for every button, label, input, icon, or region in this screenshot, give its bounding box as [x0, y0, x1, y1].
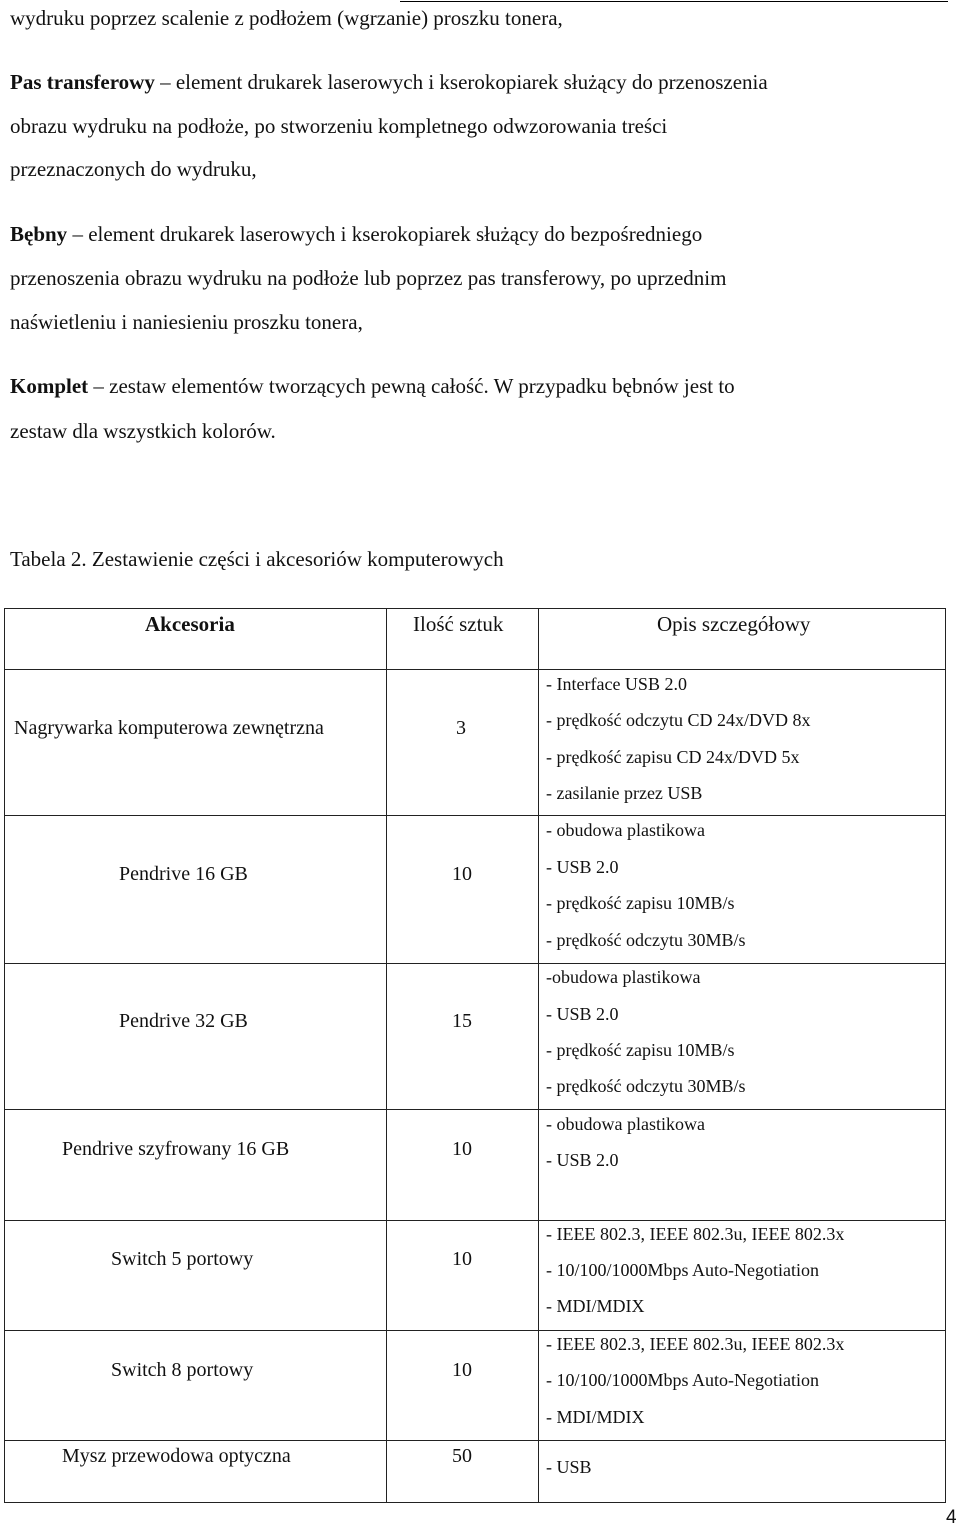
table-header-akcesoria: Akcesoria [145, 612, 235, 636]
table-rule [538, 608, 539, 1502]
table-cell-qty: 50 [452, 1445, 472, 1467]
table-cell-desc-line: - prędkość zapisu CD 24x/DVD 5x [546, 747, 800, 767]
text-line: wydruku poprzez scalenie z podłożem (wgrzanie) proszku tonera, [10, 6, 563, 30]
table-cell-name: Pendrive 16 GB [119, 863, 248, 885]
term: Komplet [10, 374, 89, 398]
table-rule [386, 608, 387, 1502]
table-cell-desc-line: -obudowa plastikowa [546, 967, 701, 987]
table-cell-desc-line: - obudowa plastikowa [546, 1114, 705, 1134]
table-header-ilosc: Ilość sztuk [413, 612, 504, 636]
table-cell-desc-line: - prędkość zapisu 10MB/s [546, 893, 735, 913]
table-cell-desc-line: - prędkość odczytu CD 24x/DVD 8x [546, 710, 811, 730]
table-cell-name: Mysz przewodowa optyczna [62, 1445, 291, 1467]
table-header-opis: Opis szczegółowy [657, 612, 811, 636]
table-cell-desc-line: - prędkość odczytu 30MB/s [546, 930, 746, 950]
table-cell-desc-line: - obudowa plastikowa [546, 820, 705, 840]
top-rule [400, 1, 948, 2]
table-rule [4, 669, 946, 670]
table-cell-name: Switch 5 portowy [111, 1248, 254, 1270]
table-cell-qty: 3 [456, 717, 466, 739]
table-cell-qty: 10 [452, 1138, 472, 1160]
table-cell-name: Pendrive szyfrowany 16 GB [62, 1138, 290, 1160]
table-rule [4, 1109, 946, 1110]
table-cell-desc-line: - IEEE 802.3, IEEE 802.3u, IEEE 802.3x [546, 1334, 845, 1354]
table-rule [4, 1330, 946, 1331]
table-rule [945, 608, 946, 1502]
table-cell-qty: 10 [452, 1359, 472, 1381]
table-cell-name: Pendrive 32 GB [119, 1010, 248, 1032]
definition-pas-transferowy: Pas transferowy – element drukarek laserowych i kserokopiarek służący do przenoszenia [10, 70, 768, 94]
table-cell-desc-line: - zasilanie przez USB [546, 783, 703, 803]
text-line: obrazu wydruku na podłoże, po stworzeniu kompletnego odwzorowania treści [10, 114, 668, 138]
table-cell-desc-line: - USB 2.0 [546, 1004, 619, 1024]
table-rule [4, 1440, 946, 1441]
table-rule [4, 1502, 946, 1503]
table-cell-name: Nagrywarka komputerowa zewnętrzna [14, 717, 324, 739]
table-cell-desc-line: - MDI/MDIX [546, 1296, 645, 1316]
table-rule [4, 608, 5, 1502]
table-cell-name: Switch 8 portowy [111, 1359, 254, 1381]
table-cell-desc-line: - 10/100/1000Mbps Auto-Negotiation [546, 1370, 819, 1390]
table-rule [4, 963, 946, 964]
table-cell-desc-line: - prędkość zapisu 10MB/s [546, 1040, 735, 1060]
table-cell-qty: 10 [452, 1248, 472, 1270]
text-line: zestaw dla wszystkich kolorów. [10, 419, 276, 443]
table-cell-desc-line: - USB [546, 1457, 592, 1477]
text-line: naświetleniu i naniesieniu proszku tonera, [10, 310, 363, 334]
term: Pas transferowy [10, 70, 155, 94]
table-cell-desc-line: - Interface USB 2.0 [546, 674, 687, 694]
table-cell-desc-line: - prędkość odczytu 30MB/s [546, 1076, 746, 1096]
term: Bębny [10, 222, 68, 246]
table-cell-desc-line: - USB 2.0 [546, 857, 619, 877]
table-cell-qty: 10 [452, 863, 472, 885]
definition-komplet: Komplet – zestaw elementów tworzących pewną całość. W przypadku bębnów jest to [10, 374, 735, 398]
page-number: 4 [946, 1507, 957, 1528]
text-line: przeznaczonych do wydruku, [10, 157, 257, 181]
definition-bebny: Bębny – element drukarek laserowych i kserokopiarek służący do bezpośredniego [10, 222, 703, 246]
table-cell-desc-line: - 10/100/1000Mbps Auto-Negotiation [546, 1260, 819, 1280]
table-cell-qty: 15 [452, 1010, 472, 1032]
table-rule [4, 608, 946, 609]
table-rule [4, 815, 946, 816]
table-rule [4, 1220, 946, 1221]
text-line: przenoszenia obrazu wydruku na podłoże lub poprzez pas transferowy, po uprzednim [10, 266, 727, 290]
table-caption: Tabela 2. Zestawienie części i akcesoriów komputerowych [10, 547, 504, 571]
table-cell-desc-line: - IEEE 802.3, IEEE 802.3u, IEEE 802.3x [546, 1224, 845, 1244]
table-cell-desc-line: - USB 2.0 [546, 1150, 619, 1170]
table-cell-desc-line: - MDI/MDIX [546, 1407, 645, 1427]
